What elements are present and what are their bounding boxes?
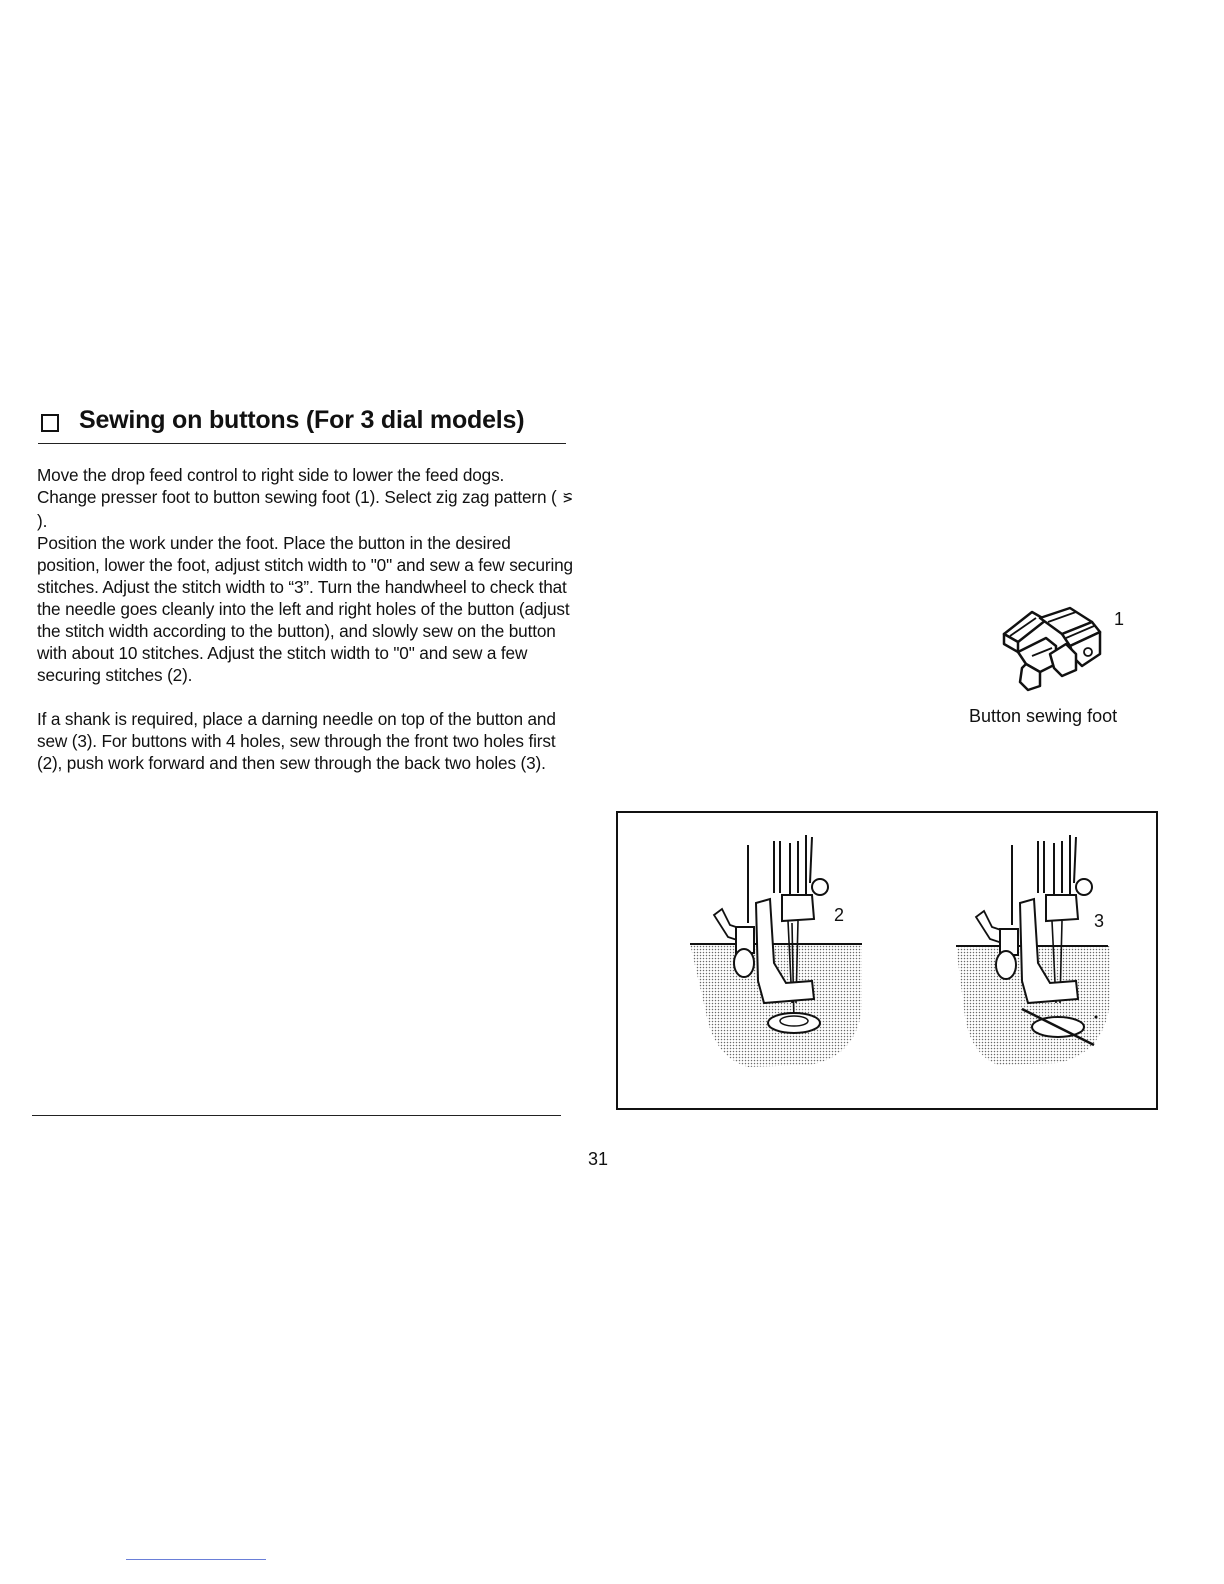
instruction-paragraph: Change presser foot to button sewing foot (1). Select zig zag pattern ( ⪞ ). bbox=[37, 487, 574, 531]
section-heading bbox=[38, 404, 566, 444]
zigzag-pattern-icon: ⪞ bbox=[562, 490, 574, 507]
instructions-text bbox=[37, 464, 577, 774]
button-sewing-foot-illustration bbox=[996, 604, 1112, 696]
left-callout-number: 2 bbox=[834, 905, 845, 925]
section-title: Sewing on buttons (For 3 dial models) bbox=[79, 406, 525, 434]
scan-artifact-line bbox=[126, 1559, 266, 1560]
checkbox-square-icon bbox=[41, 414, 59, 432]
instruction-paragraph: Move the drop feed control to right side to lower the feed dogs. bbox=[37, 465, 505, 485]
sewing-illustration-box bbox=[616, 811, 1158, 1110]
sewing-illustrations bbox=[618, 813, 1156, 1108]
foot-callout-number: 1 bbox=[1114, 609, 1125, 629]
left-sewing-illustration bbox=[690, 835, 862, 1067]
section-divider bbox=[32, 1115, 561, 1116]
instruction-paragraph: Position the work under the foot. Place the button in the desired position, lower the foot, adjust stitch width to "0" and sew a few securing stitches. Adjust the stitch width to “3”. Turn the handwheel to check that the needle goes cleanly into the left and right holes of the button (adjust the stitch width according to the button), and slowly sew on the button with about 10 stitches. Adjust the stitch width to "0" and sew a few securing stitches (2). bbox=[37, 533, 573, 685]
right-sewing-illustration bbox=[956, 835, 1110, 1065]
instruction-paragraph: If a shank is required, place a darning needle on top of the button and sew (3). For buttons with 4 holes, sew through the front two holes first (2), push work forward and then sew through the back two holes (3). bbox=[37, 709, 556, 773]
page-number: 31 bbox=[588, 1149, 609, 1169]
right-callout-number: 3 bbox=[1094, 911, 1105, 931]
foot-caption: Button sewing foot bbox=[969, 706, 1118, 726]
